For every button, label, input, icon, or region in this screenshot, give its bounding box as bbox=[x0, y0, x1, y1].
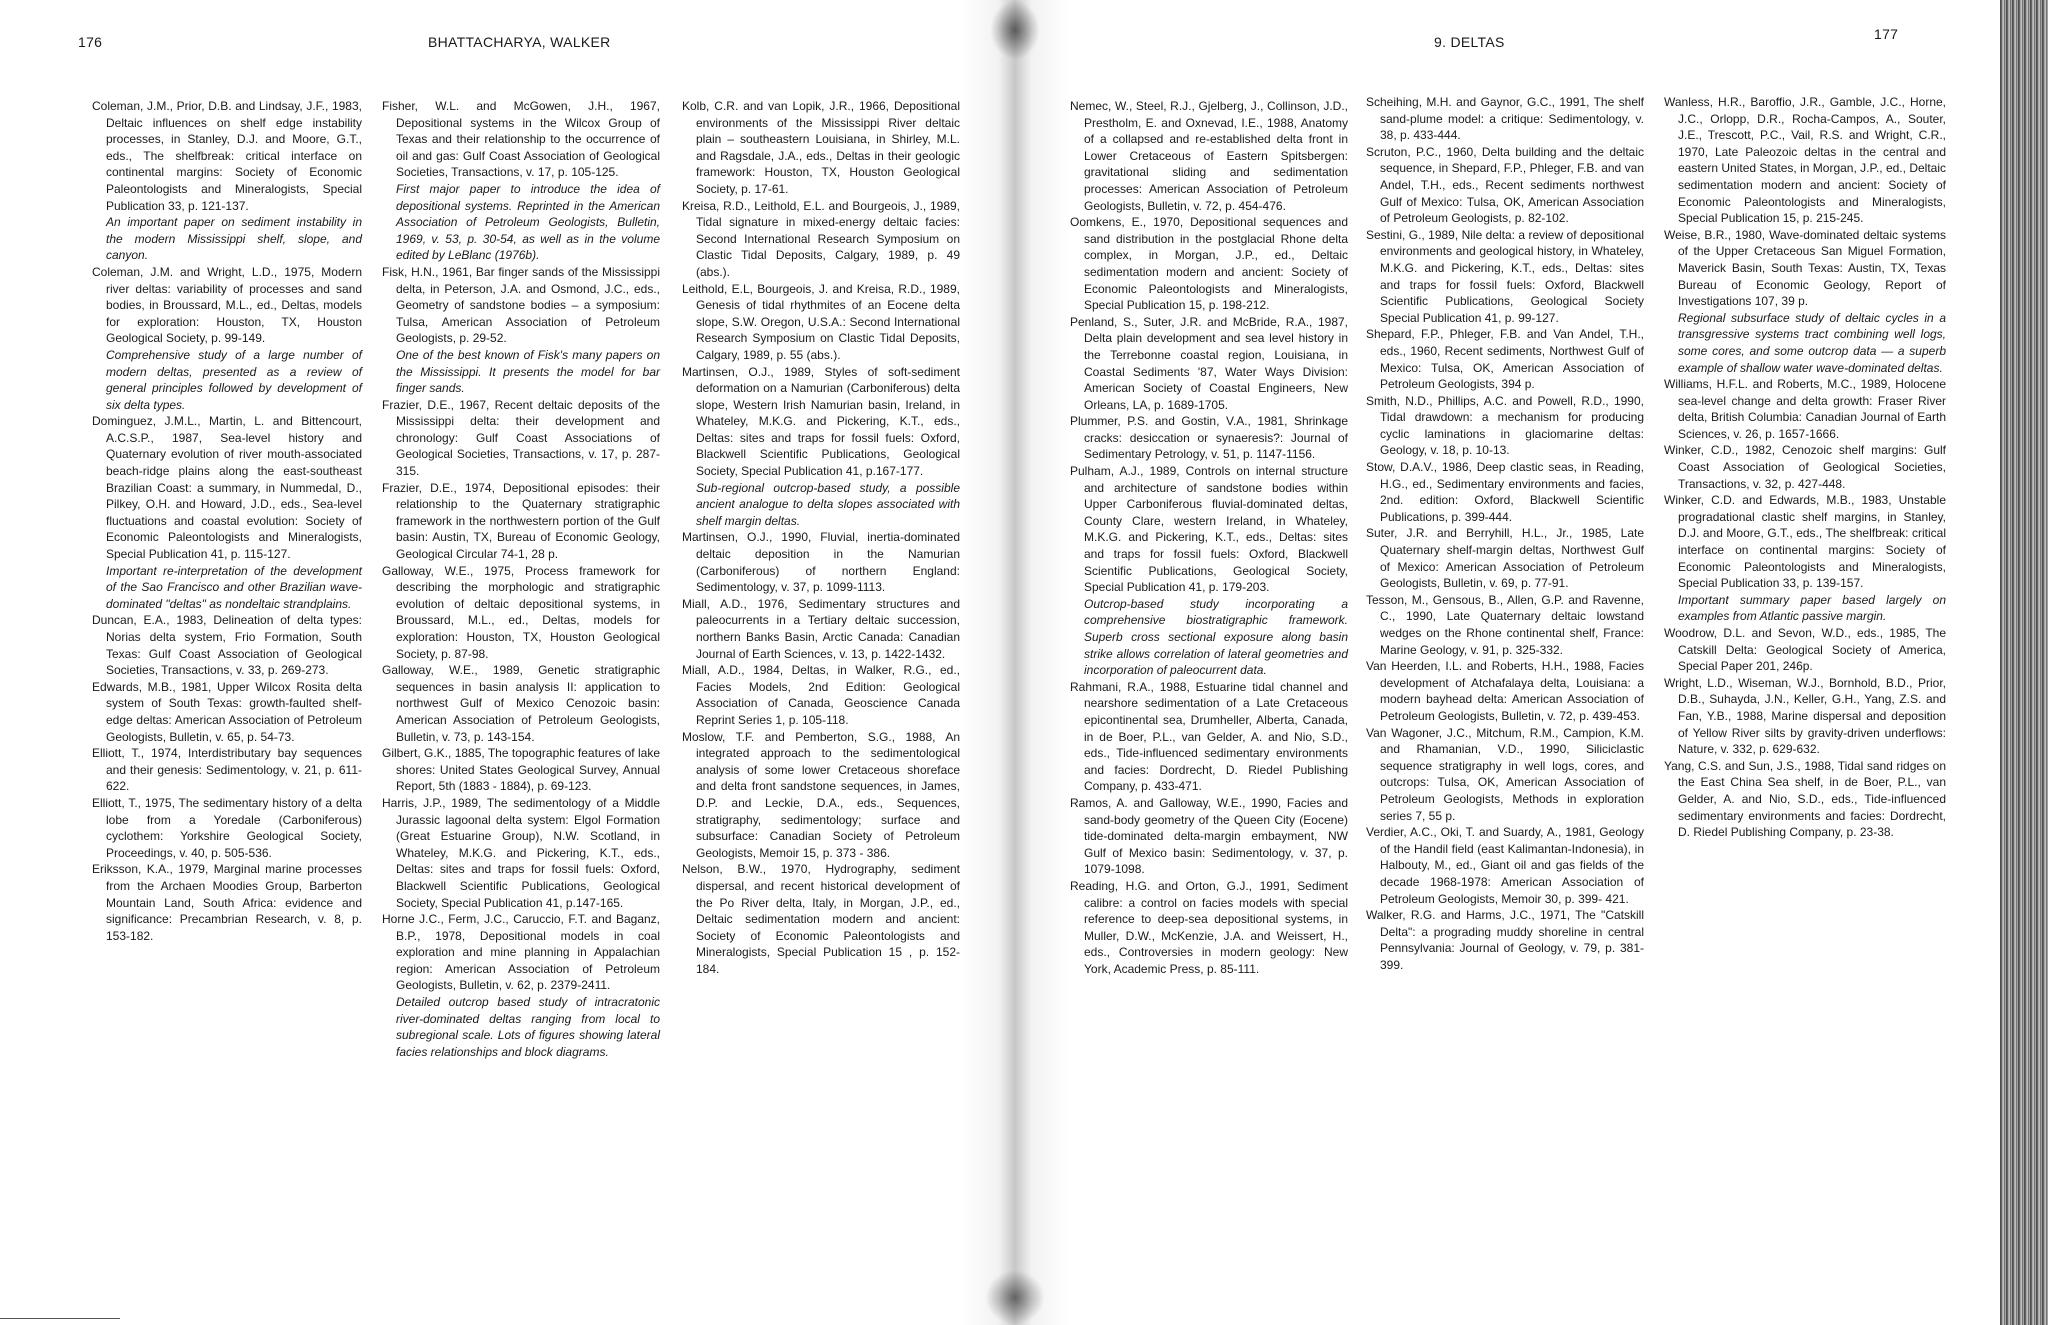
right-page bbox=[1010, 0, 2048, 1325]
reference-entry: Harris, J.P., 1989, The sedimentology of a Middle Jurassic lagoonal delta system: Elgol Formation (Great Estuarine Group), N.W. Scotland, in Whateley, M.K.G. and Pickering, K.T., eds., Deltas: sites and traps for fossil fuels: Oxford, Blackwell Scientific Publications, Geological Society, Special Publication 41, p.147-165. bbox=[382, 795, 660, 910]
reference-entry: Coleman, J.M. and Wright, L.D., 1975, Modern river deltas: variability of processes and sand bodies, in Broussard, M.L., ed., Deltas, models for exploration: Houston, TX, Houston Geological Society, p. 99-149. bbox=[92, 264, 362, 346]
reference-entry: Galloway, W.E., 1989, Genetic stratigraphic sequences in basin analysis II: application to northwest Gulf of Mexico Cenozoic basin: American Association of Petroleum Geologists, Bulletin, v. 73, p. 143-154. bbox=[382, 663, 660, 744]
reference-entry: Oomkens, E., 1970, Depositional sequences and sand distribution in the postglacial Rhone delta complex, in Morgan, J.P., ed., Deltaic sedimentation modern and ancient: Society of Economic Paleontologists and Mineralogists, Special Publication 15, p. 198-212. bbox=[1070, 215, 1348, 313]
reference-entry: Wanless, H.R., Baroffio, J.R., Gamble, J.C., Horne, J.C., Orlopp, D.R., Rocha-Campos, A., Souter, J.E., Trescott, P.C., Vail, R.S. and Wright, C.R., 1970, Late Paleozoic deltas in the central and eastern United States, in Morgan, J.P., ed., Deltaic sedimentation modern and ancient: Society of Economic Paleontologists and Mineralogists, Special Publication 15, p. 215-245. bbox=[1664, 95, 1946, 226]
reference-entry: Scruton, P.C., 1960, Delta building and the deltaic sequence, in Shepard, F.P., Phleger, F.B. and van Andel, T.H., eds., Recent sediments northwest Gulf of Mexico: Tulsa, OK, American Association of Petroleum Geologists, p. 82-102. bbox=[1366, 144, 1644, 226]
annotation-note: Important re-interpretation of the development of the Sao Francisco and other Brazilian wave-dominated "deltas" as nondeltaic strandplains. bbox=[106, 563, 362, 611]
reference-entry: Elliott, T., 1974, Interdistributary bay sequences and their genesis: Sedimentology, v. 21, p. 611-622. bbox=[92, 746, 362, 794]
reference-entry: Miall, A.D., 1984, Deltas, in Walker, R.G., ed., Facies Models, 2nd Edition: Geological Association of Canada, Geoscience Canada Reprint Series 1, p. 105-118. bbox=[682, 663, 960, 727]
reference-entry: Galloway, W.E., 1975, Process framework for describing the morphologic and stratigraphic evolution of deltaic depositional systems, in Broussard, M.L., ed., Deltas, models for exploration: Houston, TX, Houston Geological Society, p. 87-98. bbox=[382, 563, 660, 661]
reference-entry: Duncan, E.A., 1983, Delineation of delta types: Norias delta system, Frio Formation, South Texas: Gulf Coast Association of Geological Societies, Transactions, v. 33, p. 269-273. bbox=[92, 613, 362, 678]
reference-entry: Van Heerden, I.L. and Roberts, H.H., 1988, Facies development of Atchafalaya delta, Louisiana: a modern bayhead delta: American Association of Petroleum Geologists, Bulletin, v. 72, p. 439-453. bbox=[1366, 659, 1644, 723]
reference-entry: Kreisa, R.D., Leithold, E.L. and Bourgeois, J., 1989, Tidal signature in mixed-energy deltaic facies: Second International Research Symposium on Clastic Tidal Deposits, Calgary, 1989, p. 49 (abs.). bbox=[682, 198, 960, 279]
reference-entry: Martinsen, O.J., 1989, Styles of soft-sediment deformation on a Namurian (Carboniferous) delta slope, Western Irish Namurian basin, Ireland, in Whateley, M.K.G. and Pickering, K.T., eds., Deltas: sites and traps for fossil fuels: Oxford, Blackwell Scientific Publications, Geological Society, Special Publication 41, p.167-177. bbox=[682, 364, 960, 479]
reference-entry: Winker, C.D., 1982, Cenozoic shelf margins: Gulf Coast Association of Geological Societies, Transactions, v. 32, p. 427-448. bbox=[1664, 443, 1946, 491]
reference-entry: Horne J.C., Ferm, J.C., Caruccio, F.T. and Baganz, B.P., 1978, Depositional models in coal exploration and mine planning in Appalachian region: American Association of Petroleum Geologists, Bulletin, v. 62, p. 2379-2411. bbox=[382, 912, 660, 993]
reference-entry: Miall, A.D., 1976, Sedimentary structures and paleocurrents in a Tertiary deltaic succession, northern Banks Basin, Arctic Canada: Canadian Journal of Earth Sciences, v. 13, p. 1422-1432. bbox=[682, 596, 960, 661]
reference-entry: Suter, J.R. and Berryhill, H.L., Jr., 1985, Late Quaternary shelf-margin deltas, Northwest Gulf of Mexico: American Association of Petroleum Geologists, Bulletin, v. 69, p. 77-91. bbox=[1366, 526, 1644, 591]
reference-entry: Williams, H.F.L. and Roberts, M.C., 1989, Holocene sea-level change and delta growth: Fraser River delta, British Columbia: Canadian Journal of Earth Sciences, v. 26, p. 1657-1666. bbox=[1664, 377, 1946, 441]
annotation-note: Regional subsurface study of deltaic cycles in a transgressive systems tract combining well logs, some cores, and some outcrop data — a superb example of shallow water wave-dominated deltas. bbox=[1678, 310, 1946, 375]
reference-entry: Leithold, E.L, Bourgeois, J. and Kreisa, R.D., 1989, Genesis of tidal rhythmites of an Eocene delta slope, S.W. Oregon, U.S.A.: Second International Research Symposium on Clastic Tidal Deposits, Calgary, 1989, p. 55 (abs.). bbox=[682, 281, 960, 362]
reference-entry: Coleman, J.M., Prior, D.B. and Lindsay, J.F., 1983, Deltaic influences on shelf edge instability processes, in Stanley, D.J. and Moore, G.T., eds., The shelfbreak: critical interface on continental margins: Society of Economic Paleontologists and Mineralogists, Special Publication 33, p. 121-137. bbox=[92, 99, 362, 213]
reference-entry: Walker, R.G. and Harms, J.C., 1971, The "Catskill Delta": a prograding muddy shoreline in central Pennsylvania: Journal of Geology, v. 79, p. 381-399. bbox=[1366, 908, 1644, 972]
annotation-note: Comprehensive study of a large number of modern deltas, presented as a review of general principles followed by development of six delta types. bbox=[106, 347, 362, 412]
right-running-head: 9. DELTAS bbox=[1434, 34, 1505, 50]
left-running-head: BHATTACHARYA, WALKER bbox=[428, 34, 611, 50]
reference-entry: Yang, C.S. and Sun, J.S., 1988, Tidal sand ridges on the East China Sea shelf, in de Boer, P.L., van Gelder, A. and Nio, S.D., eds., Tide-influenced sedimentary environments and facies: Dordrecht, D. Riedel Publishing Company, p. 23-38. bbox=[1664, 758, 1946, 840]
reference-entry: Gilbert, G.K., 1885, The topographic features of lake shores: United States Geological Survey, Annual Report, 5th (1883 - 1884), p. 69-123. bbox=[382, 746, 660, 794]
reference-entry: Dominguez, J.M.L., Martin, L. and Bittencourt, A.C.S.P., 1987, Sea-level history and Quaternary evolution of river mouth-associated beach-ridge plains along the east-southeast Brazilian Coast: a summary, in Nummedal, D., Pilkey, O.H. and Howard, J.D., eds., Sea-level fluctuations and coastal evolution: Society of Economic Paleontologists and Mineralogists, Special Publication 41, p. 115-127. bbox=[92, 414, 362, 562]
reference-entry: Eriksson, K.A., 1979, Marginal marine processes from the Archaen Moodies Group, Barberton Mountain Land, South Africa: evidence and significance: Precambrian Research, v. 8, p. 153-182. bbox=[92, 862, 362, 943]
reference-entry: Moslow, T.F. and Pemberton, S.G., 1988, An integrated approach to the sedimentological analysis of some lower Cretaceous shoreface and delta front sandstone sequences, in James, D.P. and Leckie, D.A., eds., Sequences, stratigraphy, sedimentology; surface and subsurface: Canadian Society of Petroleum Geologists, Memoir 15, p. 373 - 386. bbox=[682, 729, 960, 860]
left-column-1 bbox=[92, 98, 362, 944]
reference-entry: Stow, D.A.V., 1986, Deep clastic seas, in Reading, H.G., ed., Sedimentary environments and facies, 2nd. edition: Oxford, Blackwell Scientific Publications, p. 399-444. bbox=[1366, 460, 1644, 524]
reference-entry: Sestini, G., 1989, Nile delta: a review of depositional environments and geological history, in Whateley, M.K.G. and Pickering, K.T., eds., Deltas: sites and traps for fossil fuels: Oxford, Blackwell Scientific Publications, Geological Society Special Publication 41, p. 99-127. bbox=[1366, 227, 1644, 325]
reference-entry: Ramos, A. and Galloway, W.E., 1990, Facies and sand-body geometry of the Queen City (Eocene) tide-dominated delta-margin embayment, NW Gulf of Mexico basin: Sedimentology, v. 37, p. 1079-1098. bbox=[1070, 795, 1348, 877]
annotation-note: An important paper on sediment instability in the modern Mississippi shelf, slope, and canyon. bbox=[106, 215, 362, 263]
reference-entry: Wright, L.D., Wiseman, W.J., Bornhold, B.D., Prior, D.B., Suhayda, J.N., Keller, G.H., Yang, Z.S. and Fan, Y.B., 1988, Marine dispersal and deposition of Yellow River silts by gravity-driven underflows: Nature, v. 332, p. 629-632. bbox=[1664, 675, 1946, 757]
left-column-2 bbox=[382, 98, 660, 1060]
left-page bbox=[0, 0, 1010, 1325]
reference-entry: Verdier, A.C., Oki, T. and Suardy, A., 1981, Geology of the Handil field (east Kalimantan-Indonesia), in Halbouty, M., ed., Giant oil and gas fields of the decade 1968-1978: American Association of Petroleum Geologists, Memoir 30, p. 399- 421. bbox=[1366, 825, 1644, 906]
annotation-note: Outcrop-based study incorporating a comprehensive biostratigraphic framework. Superb cross sectional exposure along basin strike allows correlation of lateral geometries and incorporation of paleocurrent data. bbox=[1084, 596, 1348, 678]
reference-entry: Martinsen, O.J., 1990, Fluvial, inertia-dominated deltaic deposition in the Namurian (Carboniferous) of northern England: Sedimentology, v. 37, p. 1099-1113. bbox=[682, 530, 960, 595]
annotation-note: Detailed outcrop based study of intracratonic river-dominated deltas ranging from local to subregional scale. Lots of figures showing lateral facies relationships and block diagrams. bbox=[396, 995, 660, 1059]
reference-entry: Penland, S., Suter, J.R. and McBride, R.A., 1987, Delta plain development and sea level history in the Terrebonne coastal region, Louisiana, in Coastal Sediments '87, Water Ways Division: American Society of Coastal Engineers, New Orleans, LA, p. 1689-1705. bbox=[1070, 314, 1348, 412]
right-page-number: 177 bbox=[1874, 26, 1899, 42]
reference-entry: Nelson, B.W., 1970, Hydrography, sediment dispersal, and recent historical development of the Po River delta, Italy, in Morgan, J.P., ed., Deltaic sedimentation modern and ancient: Society of Economic Paleontologists and Mineralogists, Special Publication 15 , p. 152-184. bbox=[682, 862, 960, 976]
reference-entry: Winker, C.D. and Edwards, M.B., 1983, Unstable progradational clastic shelf margins, in Stanley, D.J. and Moore, G.T., eds., The shelfbreak: critical interface on continental margins: Society of Economic Paleontologists and Mineralogists, Special Publication 33, p. 139-157. bbox=[1664, 493, 1946, 591]
reference-entry: Fisher, W.L. and McGowen, J.H., 1967, Depositional systems in the Wilcox Group of Texas and their relationship to the occurrence of oil and gas: Gulf Coast Association of Geological Societies, Transactions, v. 17, p. 105-125. bbox=[382, 99, 660, 180]
reference-entry: Elliott, T., 1975, The sedimentary history of a delta lobe from a Yoredale (Carboniferous) cyclothem: Yorkshire Geological Society, Proceedings, v. 40, p. 505-536. bbox=[92, 795, 362, 860]
reference-entry: Nemec, W., Steel, R.J., Gjelberg, J., Collinson, J.D., Prestholm, E. and Oxnevad, I.E., 1988, Anatomy of a collapsed and re-established delta front in Lower Cretaceous of Eastern Spitsbergen: gravitational sliding and sedimentation processes: American Association of Petroleum Geologists, Bulletin, v. 72, p. 454-476. bbox=[1070, 99, 1348, 213]
reference-entry: Frazier, D.E., 1967, Recent deltaic deposits of the Mississippi delta: their development and chronology: Gulf Coast Associations of Geological Societies, Transactions, v. 17, p. 287-315. bbox=[382, 397, 660, 479]
reference-entry: Van Wagoner, J.C., Mitchum, R.M., Campion, K.M. and Rhamanian, V.D., 1990, Siliciclastic sequence stratigraphy in well logs, cores, and outcrops: Tulsa, OK, American Association of Petroleum Geologists, Methods in exploration series 7, 55 p. bbox=[1366, 725, 1644, 823]
reference-entry: Rahmani, R.A., 1988, Estuarine tidal channel and nearshore sedimentation of a Late Cretaceous epicontinental sea, Drumheller, Alberta, Canada, in de Boer, P.L., van Gelder, A. and Nio, S.D., eds., Tide-influenced sedimentary environments and facies: Dordrecht, D. Riedel Publishing Company, p. 433-471. bbox=[1070, 679, 1348, 794]
reference-entry: Tesson, M., Gensous, B., Allen, G.P. and Ravenne, C., 1990, Late Quaternary deltaic lowstand wedges on the Rhone continental shelf, France: Marine Geology, v. 91, p. 325-332. bbox=[1366, 592, 1644, 657]
reference-entry: Fisk, H.N., 1961, Bar finger sands of the Mississippi delta, in Peterson, J.A. and Osmond, J.C., eds., Geometry of sandstone bodies – a symposium: Tulsa, American Association of Petroleum Geologists, p. 29-52. bbox=[382, 264, 660, 346]
reference-entry: Smith, N.D., Phillips, A.C. and Powell, R.D., 1990, Tidal drawdown: a mechanism for producing cyclic laminations in glaciomarine deltas: Geology, v. 18, p. 10-13. bbox=[1366, 393, 1644, 458]
reference-entry: Plummer, P.S. and Gostin, V.A., 1981, Shrinkage cracks: desiccation or synaeresis?: Journal of Sedimentary Petrology, v. 51, p. 1147-1156. bbox=[1070, 414, 1348, 462]
annotation-note: Important summary paper based largely on examples from Atlantic passive margin. bbox=[1678, 592, 1946, 624]
reference-entry: Weise, B.R., 1980, Wave-dominated deltaic systems of the Upper Cretaceous San Miguel Formation, Maverick Basin, South Texas: Austin, TX, Texas Bureau of Economic Geology, Report of Investigations 107, 39 p. bbox=[1664, 227, 1946, 309]
bottom-rule-left bbox=[0, 1318, 120, 1319]
reference-entry: Reading, H.G. and Orton, G.J., 1991, Sediment calibre: a control on facies models with special reference to deep-sea depositional systems, in Muller, D.W., McKenzie, J.A. and Weissert, H., eds., Controversies in modern geology: New York, Academic Press, p. 85-111. bbox=[1070, 878, 1348, 976]
annotation-note: One of the best known of Fisk's many papers on the Mississippi. It presents the model for bar finger sands. bbox=[396, 347, 660, 396]
right-column-3 bbox=[1664, 94, 1946, 841]
annotation-note: Sub-regional outcrop-based study, a possible ancient analogue to delta slopes associated with shelf margin deltas. bbox=[696, 480, 960, 528]
reference-entry: Woodrow, D.L. and Sevon, W.D., eds., 1985, The Catskill Delta: Geological Society of America, Special Paper 201, 246p. bbox=[1664, 626, 1946, 674]
reference-entry: Pulham, A.J., 1989, Controls on internal structure and architecture of sandstone bodies within Upper Carboniferous fluvial-dominated deltas, County Clare, western Ireland, in Whateley, M.K.G. and Pickering, K.T., eds., Deltas: sites and traps for fossil fuels: Oxford, Blackwell Scientific Publications, Geological Society, Special Publication 41, p. 179-203. bbox=[1070, 464, 1348, 595]
left-page-number: 176 bbox=[78, 34, 103, 50]
right-column-2 bbox=[1366, 94, 1644, 973]
left-column-3 bbox=[682, 98, 960, 977]
reference-entry: Scheihing, M.H. and Gaynor, G.C., 1991, The shelf sand-plume model: a critique: Sedimentology, v. 38, p. 433-444. bbox=[1366, 95, 1644, 143]
reference-entry: Frazier, D.E., 1974, Depositional episodes: their relationship to the Quaternary stratigraphic framework in the northwestern portion of the Gulf basin: Austin, TX, Bureau of Economic Geology, Geological Circular 74-1, 28 p. bbox=[382, 480, 660, 562]
annotation-note: First major paper to introduce the idea of depositional systems. Reprinted in the American Association of Petroleum Geologists, Bulletin, 1969, v. 53, p. 30-54, as well as in the volume edited by LeBlanc (1976b). bbox=[396, 181, 660, 263]
reference-entry: Kolb, C.R. and van Lopik, J.R., 1966, Depositional environments of the Mississippi River deltaic plain – southeastern Louisiana, in Shirley, M.L. and Ragsdale, J.A., eds., Deltas in their geologic framework: Houston, TX, Houston Geological Society, p. 17-61. bbox=[682, 99, 960, 196]
reference-entry: Shepard, F.P., Phleger, F.B. and Van Andel, T.H., eds., 1960, Recent sediments, Northwest Gulf of Mexico: Tulsa, OK, American Association of Petroleum Geologists, 394 p. bbox=[1366, 327, 1644, 392]
reference-entry: Edwards, M.B., 1981, Upper Wilcox Rosita delta system of South Texas: growth-faulted shelf-edge deltas: American Association of Petroleum Geologists, Bulletin, v. 65, p. 54-73. bbox=[92, 679, 362, 744]
right-column-1 bbox=[1070, 98, 1348, 977]
